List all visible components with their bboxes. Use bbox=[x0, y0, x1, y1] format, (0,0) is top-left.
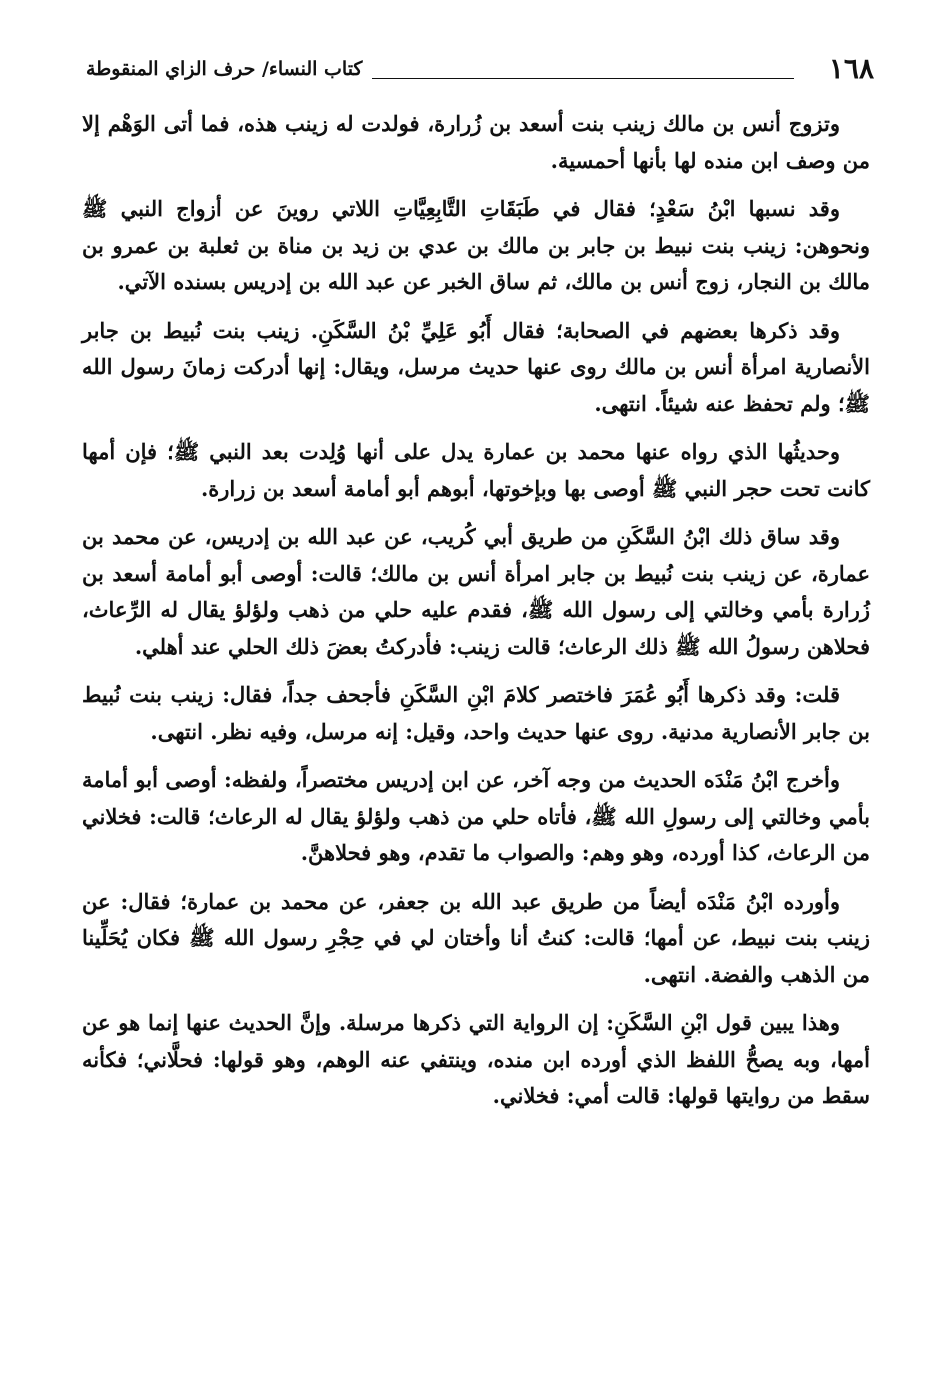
paragraph: وحديثُها الذي رواه عنها محمد بن عمارة يدل على أنها وُلِدت بعد النبي ﷺ؛ فإن أمها كانت تحت حجر النبي ﷺ أوصى بها وبإخوتها، أبوهم أبو أمامة أسعد بن زرارة. bbox=[82, 439, 870, 501]
paragraph: وتزوج أنس بن مالك زينب بنت أسعد بن زُرارة، فولدت له زينب هذه، فما أتى الوَهْم إلا من وصف ابن منده لها بأنها أحمسية. bbox=[82, 111, 870, 173]
page-header bbox=[86, 52, 874, 92]
paragraph: قلت: وقد ذكرها أَبُو عُمَرَ فاختصر كلامَ ابْنِ السَّكَنِ فأجحف جداً، فقال: زينب بنت نُبيط بن جابر الأنصارية مدنية. روى عنها حديث واحد، وقيل: إنه مرسل، وفيه نظر. انتهى. bbox=[82, 682, 870, 744]
paragraph: وأورده ابْنُ مَنْدَه أيضاً من طريق عبد الله بن جعفر، عن محمد بن عمارة؛ فقال: عن زينب بنت نبيط، عن أمها؛ قالت: كنتُ أنا وأختان لي في حِجْرِ رسول الله ﷺ فكان يُحَلِّينا من الذهب والفضة. انتهى. bbox=[82, 888, 870, 987]
paragraph: وهذا يبين قول ابْنِ السَّكَنِ: إن الرواية التي ذكرها مرسلة. وإنَّ الحديث عنها إنما هو عن أمها، وبه يصحُّ اللفظ الذي أورده ابن منده، وينتفي عنه الوهم، وهو قولها: فحلَّاني؛ فكأنه سقط من روايتها قولها: قالت أمي: فخلاني. bbox=[82, 1010, 870, 1108]
running-title: كتاب النساء/ حرف الزاي المنقوطة bbox=[86, 58, 363, 80]
paragraph: وقد ذكرها بعضهم في الصحابة؛ فقال أَبُو عَلِيِّ بْنُ السَّكَنِ. زينب بنت نُبيط بن جابر الأنصارية امرأة أنس بن مالك روى عنها حديث مرسل، ويقال: إنها أدركت زمانَ رسول الله ﷺ؛ ولم تحفظ عنه شيئاً. انتهى. bbox=[82, 317, 870, 416]
page-number: ١٦٨ bbox=[828, 52, 874, 85]
body-text bbox=[82, 106, 870, 1127]
header-rule bbox=[372, 78, 794, 79]
paragraph: وقد ساق ذلك ابْنُ السَّكَنِ من طريق أبي كُريب، عن عبد الله بن إدريس، عن محمد بن عمارة، عن زينب بنت نُبيط بن جابر امرأة أنس بن مالك؛ قالت: أوصى أبو أمامة أسعد بن زُرارة بأمي وخالتي إلى رسول الله ﷺ، فقدم عليه حلي من ذهب ولؤلؤ يقال له الرِّعاث، فحلاهن رسولُ الله ﷺ ذلك الرعاث؛ قالت زينب: فأدركتُ بعضَ ذلك الحلي عند أهلي. bbox=[82, 524, 870, 659]
paragraph: وقد نسبها ابْنُ سَعْدٍ؛ فقال في طَبَقَاتِ التَّابِعِيَّاتِ اللاتي روينَ عن أزواج النبي ﷺ ونحوهن: زينب بنت نبيط بن جابر بن مالك بن عدي بن زيد بن مناة بن ثعلبة بن عمرو بن مالك بن النجار، زوج أنس بن مالك، ثم ساق الخبر عن عبد الله بن إدريس بسنده الآتي. bbox=[82, 196, 870, 294]
paragraph: وأخرج ابْنُ مَنْدَه الحديث من وجه آخر، عن ابن إدريس مختصراً، ولفظه: أوصى أبو أمامة بأمي وخالتي إلى رسولِ الله ﷺ، فأتاه حلي من ذهب ولؤلؤ يقال له الرعاث؛ قالت: فخلاني من الرعاث، كذا أورده، وهو وهم: والصواب ما تقدم، وهو فحلاهنَّ. bbox=[82, 767, 870, 865]
